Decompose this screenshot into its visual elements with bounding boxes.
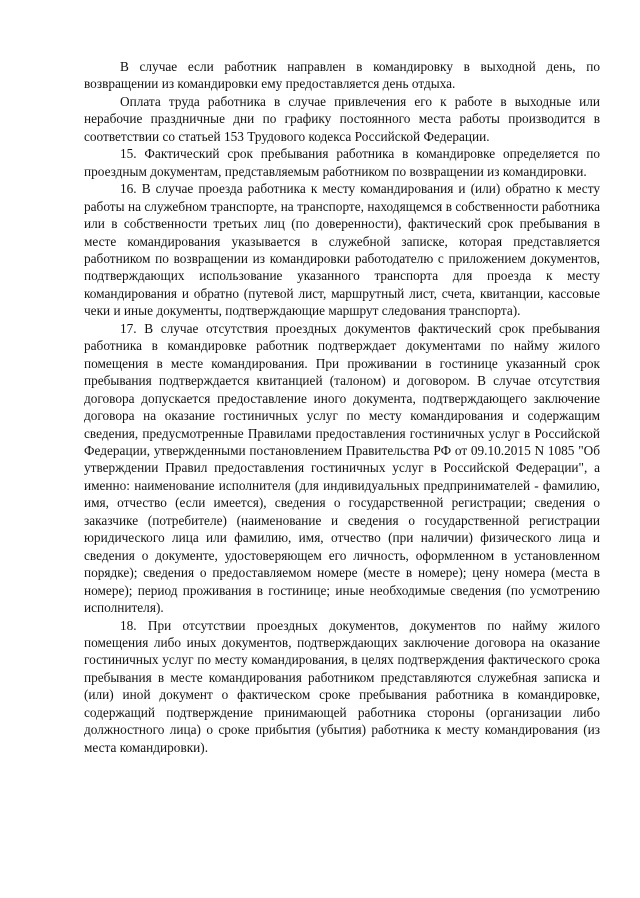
paragraph-holiday-pay: Оплата труда работника в случае привлечения его к работе в выходные или нерабочие праздничные дни по графику постоянного места работы производится в соответствии со статьей 153 Трудового кодекса Российской Федерации. [84, 93, 600, 144]
paragraph-16: 16. В случае проезда работника к месту командирования и (или) обратно к месту работы на служебном транспорте, на транспорте, находящемся в собственности работника или в собственности третьих лиц (по доверенности), фактический срок пребывания в месте командирования указывается в служебной записке, которая представляется работником по возвращении из командировки работодателю с приложением документов, подтверждающих использование указанного транспорта для проезда к месту командирования и обратно (путевой лист, маршрутный лист, счета, квитанции, кассовые чеки и иные документы, подтверждающие маршрут следования транспорта). [84, 181, 600, 319]
paragraph-18: 18. При отсутствии проездных документов, документов по найму жилого помещения либо иных документов, подтверждающих заключение договора на оказание гостиничных услуг по месту командирования, в целях подтверждения фактического срока пребывания в месте командирования работником представляются служебная записка и (или) иной документ о фактическом сроке пребывания работника в командировке, содержащий подтверждение принимающей работника стороны (организации либо должностного лица) о сроке прибытия (убытия) работника к месту командирования (из места командировки). [84, 617, 600, 755]
paragraph-weekend-trip: В случае если работник направлен в командировку в выходной день, по возвращении из командировки ему предоставляется день отдыха. [84, 59, 600, 92]
paragraph-15: 15. Фактический срок пребывания работника в командировке определяется по проездным документам, представляемым работником по возвращении из командировки. [84, 146, 600, 179]
paragraph-17: 17. В случае отсутствия проездных документов фактический срок пребывания работника в командировке работник подтверждает документами по найму жилого помещения в месте командирования. При проживании в гостинице указанный срок пребывания подтверждается квитанцией (талоном) и договором. В случае отсутствия договора допускается предоставление иного документа, подтверждающего заключение договора на оказание гостиничных услуг по месту командирования и содержащим сведения, предусмотренные Правилами предоставления гостиничных услуг в Российской Федерации, утвержденными постановлением Правительства РФ от 09.10.2015 N 1085 "Об утверждении Правил предоставления гостиничных услуг в Российской Федерации", а именно: наименование исполнителя (для индивидуальных предпринимателей - фамилию, имя, отчество (если имеется), сведения о государственной регистрации; сведения о заказчике (потребителе) (наименование и сведения о государственной регистрации юридического лица или фамилию, имя, отчество (при наличии) физического лица и сведения о документе, удостоверяющем его личность, оформленном в установленном порядке); сведения о предоставляемом номере (месте в номере); цену номера (места в номере); период проживания в гостинице; иные необходимые сведения (по усмотрению исполнителя). [84, 320, 600, 616]
document-body [84, 58, 600, 756]
